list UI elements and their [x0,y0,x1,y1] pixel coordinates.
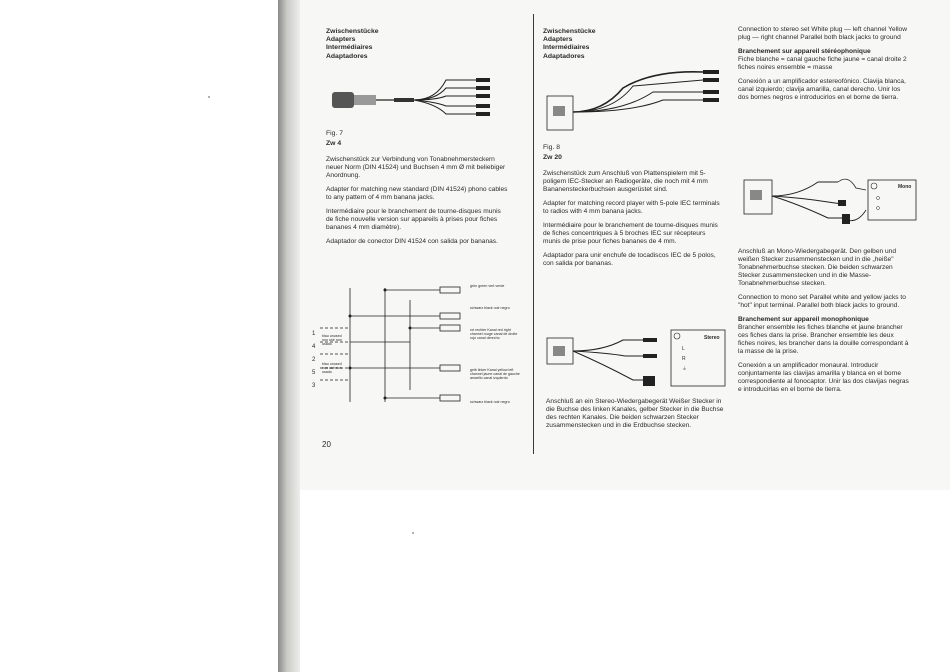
middle-column [543,28,723,61]
left-desc-es: Adaptador de conector DIN 41524 con salida por bananas. [326,238,498,245]
right-mono-fr-heading: Branchement sur appareil monophonique [738,316,869,323]
mono-connection-diagram [738,174,918,240]
heading-es: Adaptadores [543,52,585,60]
stereo-connection-diagram [543,328,728,390]
left-desc-fr: Intermédiaire pour le branchement de tourne-disques munis de fiche nouvelle version sur appareils à prises pour fiches bananes 4 mm diamètre). [326,208,501,231]
right-stereo-en: Connection to stereo set White plug — left channel Yellow plug — right channel Parallel both black jacks to ground [738,26,907,41]
stereo-pins [682,344,687,374]
book-spine [278,0,300,672]
pin-r: R [682,356,686,362]
heading-de: Zwischenstücke [543,28,596,35]
legend-red: rot rechter Kanal red right channel rouge canal de droite rojo canal derecho [470,328,518,340]
heading-fr: Intermédiaires [326,44,373,52]
mono-label: Mono [898,184,912,190]
legend-green: grün green vert verde [470,284,505,288]
din-plug-sleeve-icon [354,95,376,105]
din-plug-icon [332,92,354,108]
middle-heading [543,28,723,61]
fig-7-label: Fig. 7 [326,130,343,137]
scan-speck [412,532,414,534]
heading-fr: Intermédiaires [543,44,590,52]
fig-8-label: Fig. 8 [543,144,560,151]
column-divider [533,14,534,454]
pin-4: 4 [312,344,316,350]
adapter-zw20-illustration [543,66,728,136]
right-mono-es: Conexión a un amplificador monaural. Introducir conjuntamente las clavijas amarilla y blanca en el borne correspondiente al fonocaptor. Unir las dos clavijas negras e introducirlas en el borne de tierra. [738,362,909,393]
right-mono-de: Anschluß an Mono-Wiedergabegerät. Den gelben und weißen Stecker zusammenstecken und in die „heiße" Tonabnehmerbuchse stecken. Die beiden schwarzen Stecker zusammenstecken und in die Masse-Tonabnehmerbuchse stecken. [738,248,896,287]
pin-label-unused: blau unused non usé non usado [322,334,342,346]
page-number: 20 [322,440,331,449]
left-desc-en: Adapter for matching new standard (DIN 41524) phono cables to any pattern of 4 mm banana jacks. [326,186,508,201]
zw20-label: Zw 20 [543,154,562,161]
middle-desc-en: Adapter for matching record player with 5-pole IEC terminals to radios with 4 mm banana jacks. [543,200,720,215]
right-stereo-fr: Fiche blanche = canal gauche fiche jaune = canal droite 2 fiches noires ensemble = masse [738,56,907,71]
legend-black-2: schwarz black noir negro [470,400,510,404]
left-text [326,126,508,252]
middle-stereo-desc-de: Anschluß an ein Stereo-Wiedergabegerät Weißer Stecker in die Buchse des linken Kanales, gelber Stecker in die Buchse des rechten Kanales. Die beiden schwarzen Stecker zusammenstecken und in die Erdbuchse stecken. [546,398,724,429]
heading-es: Adaptadores [326,52,368,60]
page-margin [278,490,950,672]
left-desc-de: Zwischenstück zur Verbindung von Tonabnehmersteckern neuer Norm (DIN 41524) und Buchsen 4 mm Ø mit beliebiger Anordnung. [326,156,506,179]
pin-2: 2 [312,357,316,363]
left-column [326,28,516,61]
scan-speck [208,96,210,98]
banana-plug-icons [476,78,490,116]
right-stereo-es: Conexión a un amplificador estereofónico. Clavija blanca, canal izquierdo; clavija amarilla, canal derecho. Unir los dos bornes negros e introducirlos en el borne de tierra. [738,78,906,101]
heading-en: Adapters [326,36,356,44]
pin-label-unused: blau unused non usé non usado [322,362,342,374]
right-stereo-fr-heading: Branchement sur appareil stéréophonique [738,48,871,55]
pin-l: L [682,346,685,352]
wiring-diagram [310,280,520,420]
right-mono-fr: Brancher ensemble les fiches blanche et jaune brancher ces fiches dans la prise. Brancher ensemble les deux fiches noires, les brancher dans la douille correspondant à la masse de la prise. [738,324,909,355]
adapter-zw4-illustration [326,66,516,126]
left-heading [326,28,516,61]
middle-desc-de: Zwischenstück zum Anschluß von Plattenspielern mit 5-poligem IEC-Stecker an Radiogeräte, die noch mit 4 mm Bananensteckerbuchsen ausgerüstet sind. [543,170,708,193]
middle-desc-fr: Intermédiaire pour le branchement de tourne-disques munis de fiches concentriques à 5 broches IEC sur récepteurs munis de prise pour fiches bananes de 4 mm. [543,222,718,245]
pin-3: 3 [312,383,316,389]
middle-text [543,140,723,274]
pin-1: 1 [312,331,316,337]
heading-en: Adapters [543,36,573,44]
pin-5: 5 [312,370,316,376]
legend-yellow: gelb linker Kanal yellow left channel jaune canal de gauche amarillo canal izquierdo [470,368,520,380]
iec-plug-icon [553,106,565,116]
legend-black: schwarz black noir negro [470,306,510,310]
right-text-top [738,26,910,108]
ground-icon: ⏚ [682,366,688,372]
right-text-bottom [738,248,910,400]
right-mono-en: Connection to mono set Parallel white and yellow jacks to "hot" input terminal. Parallel both black jacks to ground. [738,294,906,309]
middle-desc-es: Adaptador para unir enchufe de tocadiscos IEC de 5 polos, con salida por bananas. [543,252,716,267]
zw4-label: Zw 4 [326,140,342,147]
heading-de: Zwischenstücke [326,28,379,35]
stereo-label: Stereo [704,335,720,341]
